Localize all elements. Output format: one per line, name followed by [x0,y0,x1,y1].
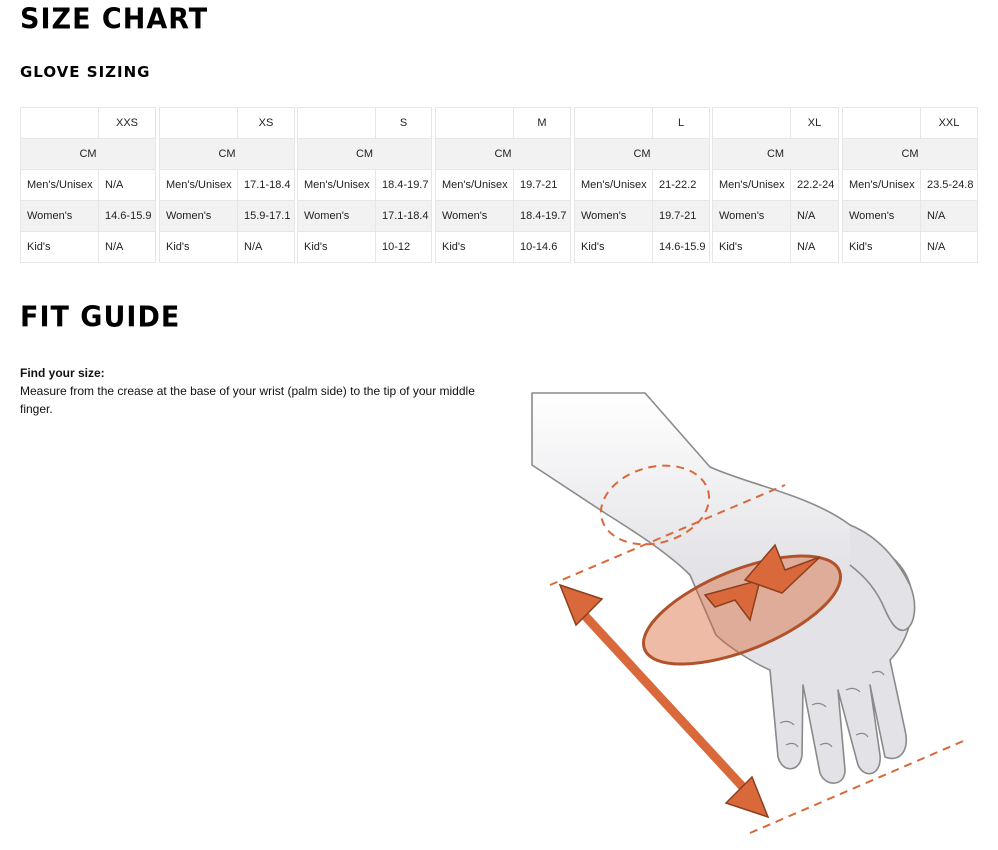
size-table-xl [712,107,839,263]
kids-value: N/A [791,232,839,263]
size-label: XXL [921,108,978,139]
mens-value: 21-22.2 [653,170,710,201]
size-table-xxs [20,107,156,263]
womens-value: 17.1-18.4 [376,201,432,232]
kids-value: 14.6-15.9 [653,232,710,263]
find-size-label: Find your size: [20,366,105,380]
row-label-womens: Women's [843,201,921,232]
size-table-s [297,107,432,263]
row-label-kids: Kid's [575,232,653,263]
fit-guide-title: FIT GUIDE [20,301,181,334]
size-label: XS [238,108,295,139]
hand-measurement-illustration [520,385,998,845]
size-chart-title: SIZE CHART [20,3,209,36]
size-label: XL [791,108,839,139]
row-label-mens: Men's/Unisex [843,170,921,201]
row-label-kids: Kid's [160,232,238,263]
fit-guide-instructions [20,364,490,418]
row-label-womens: Women's [160,201,238,232]
measure-instructions: Measure from the crease at the base of your wrist (palm side) to the tip of your middle finger. [20,384,475,416]
glove-sizing-title: GLOVE SIZING [20,63,151,81]
kids-value: N/A [99,232,156,263]
row-label-womens: Women's [298,201,376,232]
size-table-l [574,107,710,263]
size-table-xs [159,107,295,263]
womens-value: 18.4-19.7 [514,201,571,232]
womens-value: N/A [791,201,839,232]
mens-value: N/A [99,170,156,201]
kids-value: 10-14.6 [514,232,571,263]
kids-value: 10-12 [376,232,432,263]
mens-value: 22.2-24 [791,170,839,201]
row-label-mens: Men's/Unisex [21,170,99,201]
row-label-kids: Kid's [436,232,514,263]
row-label-kids: Kid's [713,232,791,263]
kids-value: N/A [238,232,295,263]
row-label-mens: Men's/Unisex [713,170,791,201]
kids-value: N/A [921,232,978,263]
size-table-m [435,107,571,263]
row-label-womens: Women's [436,201,514,232]
size-label: XXS [99,108,156,139]
row-label-mens: Men's/Unisex [575,170,653,201]
unit-label: CM [298,139,432,170]
size-label: M [514,108,571,139]
womens-value: 14.6-15.9 [99,201,156,232]
mens-value: 17.1-18.4 [238,170,295,201]
unit-label: CM [575,139,710,170]
row-label-kids: Kid's [843,232,921,263]
unit-label: CM [843,139,978,170]
row-label-mens: Men's/Unisex [298,170,376,201]
size-table-xxl [842,107,978,263]
womens-value: 19.7-21 [653,201,710,232]
row-label-kids: Kid's [298,232,376,263]
womens-value: N/A [921,201,978,232]
row-label-kids: Kid's [21,232,99,263]
mens-value: 23.5-24.8 [921,170,978,201]
row-label-mens: Men's/Unisex [160,170,238,201]
unit-label: CM [160,139,295,170]
row-label-mens: Men's/Unisex [436,170,514,201]
row-label-womens: Women's [575,201,653,232]
womens-value: 15.9-17.1 [238,201,295,232]
unit-label: CM [436,139,571,170]
size-label: L [653,108,710,139]
row-label-womens: Women's [21,201,99,232]
unit-label: CM [21,139,156,170]
row-label-womens: Women's [713,201,791,232]
mens-value: 18.4-19.7 [376,170,432,201]
size-label: S [376,108,432,139]
mens-value: 19.7-21 [514,170,571,201]
unit-label: CM [713,139,839,170]
